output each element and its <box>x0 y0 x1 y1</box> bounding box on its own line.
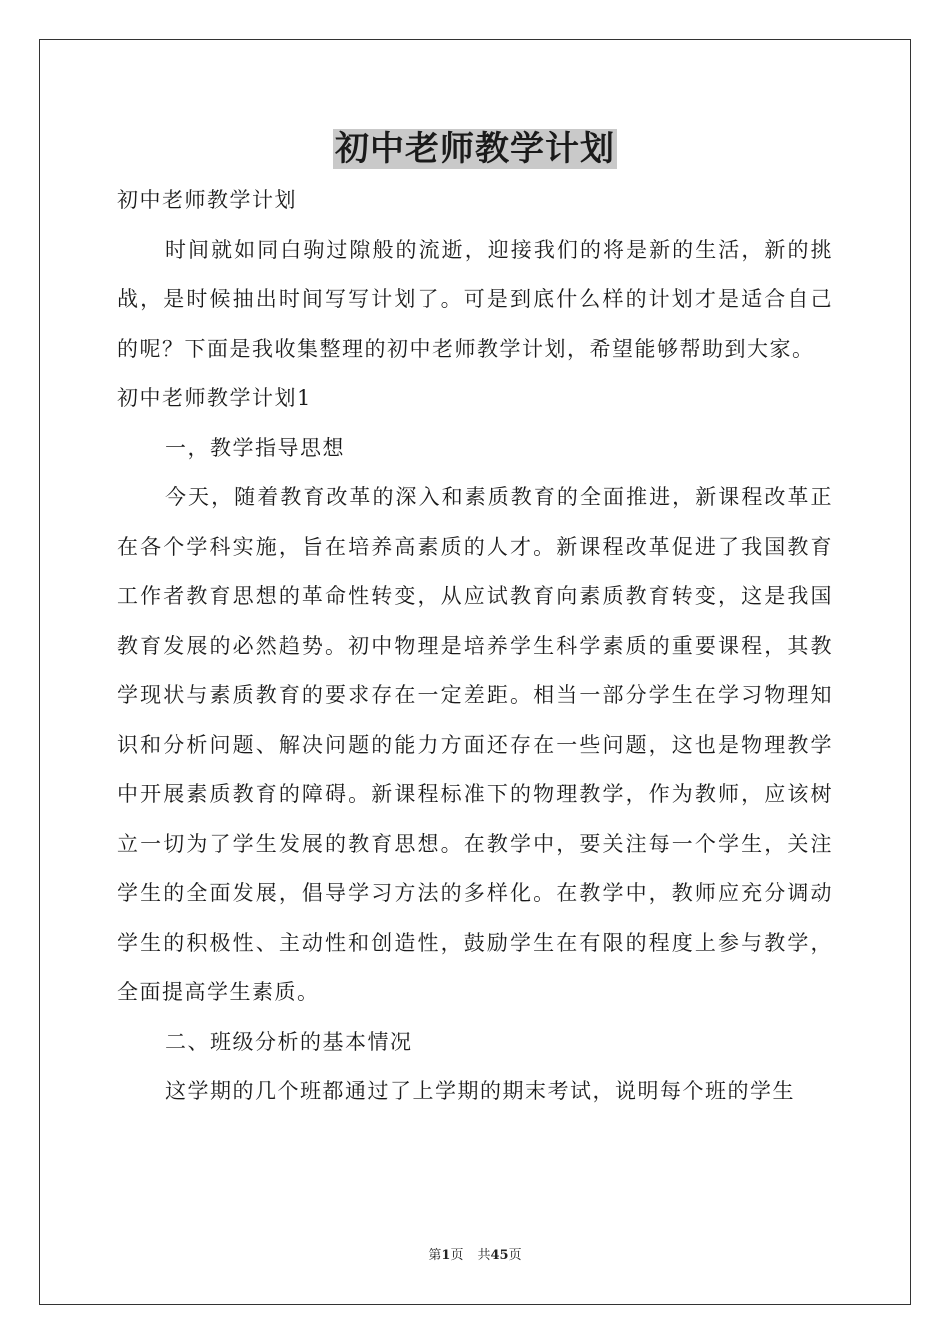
page-prefix: 第 <box>428 1248 442 1263</box>
paragraph-intro: 时间就如同白驹过隙般的流逝，迎接我们的将是新的生活，新的挑战，是时候抽出时间写写计划了。可是到底什么样的计划才是适合自己的呢？下面是我收集整理的初中老师教学计划，希望能够帮助到大家。 <box>117 237 833 361</box>
current-page-number: 1 <box>441 1248 451 1263</box>
total-page-count: 45 <box>490 1248 509 1263</box>
paragraph-subtitle: 初中老师教学计划 <box>117 188 297 212</box>
subheading-guiding-ideology: 一，教学指导思想 <box>165 435 345 460</box>
subheading-class-analysis: 二、班级分析的基本情况 <box>165 1029 413 1054</box>
page-suffix: 页 <box>450 1248 464 1263</box>
document-title-text: 初中老师教学计划 <box>335 129 615 169</box>
section-heading-plan-1: 初中老师教学计划1 <box>117 386 312 410</box>
total-prefix: 共 <box>477 1248 491 1263</box>
document-body <box>117 176 833 1117</box>
paragraph-class-analysis: 这学期的几个班都通过了上学期的期末考试，说明每个班的学生 <box>165 1079 795 1103</box>
page-footer <box>0 1246 950 1266</box>
paragraph-guiding-ideology: 今天，随着教育改革的深入和素质教育的全面推进，新课程改革正在各个学科实施，旨在培养高素质的人才。新课程改革促进了我国教育工作者教育思想的革命性转变，从应试教育向素质教育转变，这是我国教育发展的必然趋势。初中物理是培养学生科学素质的重要课程，其教学现状与素质教育的要求存在一定差距。相当一部分学生在学习物理知识和分析问题、解决问题的能力方面还存在一些问题，这也是物理教学中开展素质教育的障碍。新课程标准下的物理教学，作为教师，应该树立一切为了学生发展的教育思想。在教学中，要关注每一个学生，关注学生的全面发展，倡导学习方法的多样化。在教学中，教师应充分调动学生的积极性、主动性和创造性，鼓励学生在有限的程度上参与教学，全面提高学生素质。 <box>117 485 833 1004</box>
total-suffix: 页 <box>508 1248 522 1263</box>
document-title <box>0 126 950 172</box>
